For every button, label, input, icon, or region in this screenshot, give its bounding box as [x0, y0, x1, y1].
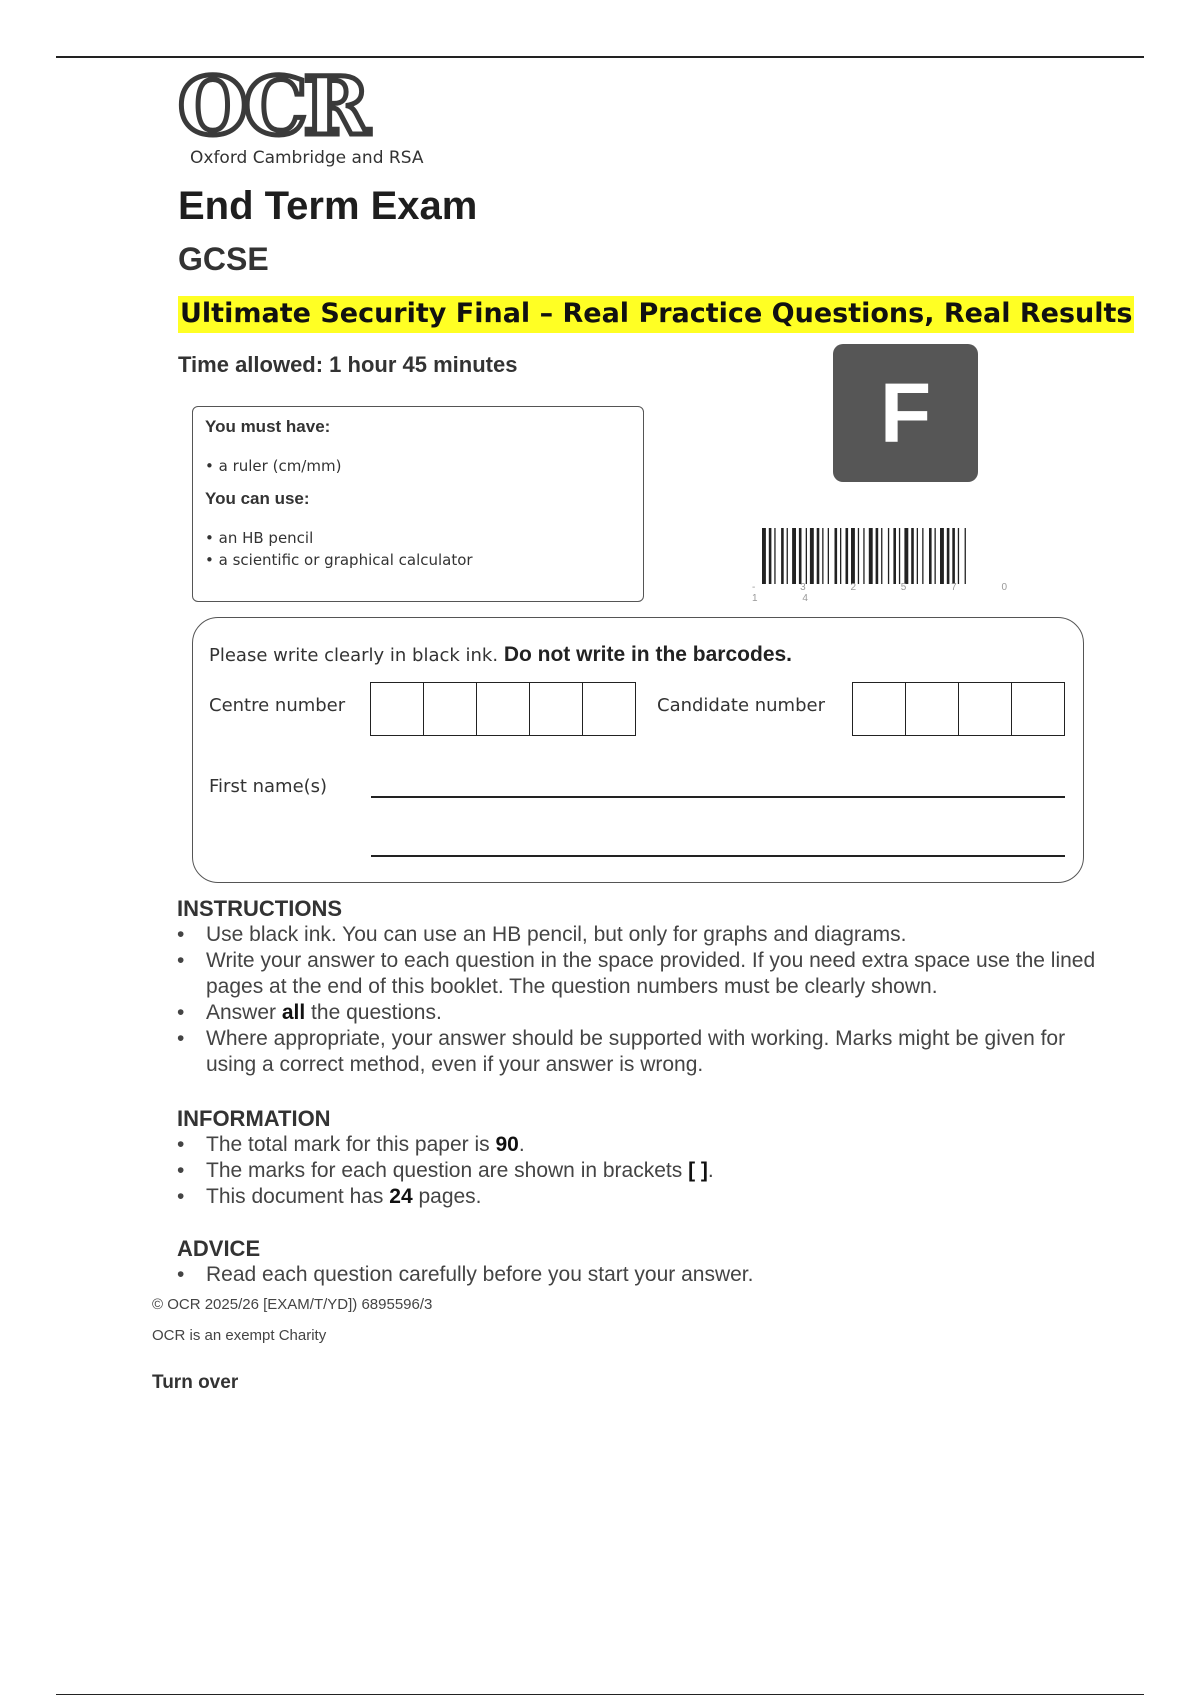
centre-number-label: Centre number — [209, 695, 346, 716]
equipment-box — [192, 406, 644, 602]
barcode-digits: - 3 2 5 7 0 1 4 — [752, 582, 1029, 604]
subject-label: GCSE — [178, 241, 269, 277]
instruction-item: • Write your answer to each question in the space provided. If you need extra space use the lined pages at the end of this booklet. The question numbers must be clearly shown. — [177, 949, 1096, 998]
centre-digit-box[interactable] — [371, 683, 424, 735]
copyright-line: © OCR 2025/26 [EXAM/T/YD]) 6895596/3 — [152, 1296, 433, 1313]
can-use-heading: You can use: — [205, 489, 310, 508]
barcode — [762, 528, 1050, 584]
candidate-digit-box[interactable] — [959, 683, 1012, 735]
logo-wordmark: OCR — [178, 59, 366, 153]
candidate-instruction: Please write clearly in black ink. Do not write in the barcodes. — [209, 643, 793, 666]
charity-line: OCR is an exempt Charity — [152, 1327, 327, 1344]
centre-digit-box[interactable] — [424, 683, 477, 735]
advice-heading: ADVICE — [177, 1236, 261, 1261]
information-item: • The marks for each question are shown in brackets [ ]. — [177, 1159, 714, 1182]
information-item: • This document has 24 pages. — [177, 1185, 482, 1208]
first-name-line[interactable] — [371, 796, 1065, 798]
can-use-item: • an HB pencil — [205, 529, 314, 547]
candidate-details-box — [192, 617, 1084, 883]
centre-number-field[interactable] — [370, 682, 636, 736]
must-have-item: • a ruler (cm/mm) — [205, 457, 342, 475]
instruction-item: • Use black ink. You can use an HB pencil, but only for graphs and diagrams. — [177, 923, 907, 946]
last-name-line[interactable] — [371, 855, 1065, 857]
page-title: End Term Exam — [178, 184, 478, 228]
instructions-heading: INSTRUCTIONS — [177, 896, 342, 921]
can-use-item: • a scientific or graphical calculator — [205, 551, 473, 569]
information-heading: INFORMATION — [177, 1106, 331, 1131]
highlighted-subtitle: Ultimate Security Final – Real Practice Questions, Real Results — [178, 296, 1134, 333]
candidate-number-label: Candidate number — [657, 695, 825, 716]
candidate-digit-box[interactable] — [906, 683, 959, 735]
centre-digit-box[interactable] — [477, 683, 530, 735]
tier-badge: F — [833, 344, 978, 482]
bottom-rule — [56, 1694, 1144, 1695]
first-name-label: First name(s) — [209, 776, 328, 797]
must-have-heading: You must have: — [205, 417, 331, 436]
information-item: • The total mark for this paper is 90. — [177, 1133, 525, 1156]
centre-digit-box[interactable] — [583, 683, 635, 735]
turn-over-label: Turn over — [152, 1372, 239, 1393]
instruction-item: • Answer all the questions. — [177, 1001, 442, 1024]
ocr-logo — [178, 59, 438, 176]
top-rule — [56, 56, 1144, 58]
time-allowed: Time allowed: 1 hour 45 minutes — [178, 352, 518, 377]
instruction-item: • Where appropriate, your answer should be supported with working. Marks might be given for using a correct method, even if your answer is wrong. — [177, 1027, 1066, 1076]
centre-digit-box[interactable] — [530, 683, 583, 735]
candidate-digit-box[interactable] — [853, 683, 906, 735]
candidate-number-field[interactable] — [852, 682, 1065, 736]
advice-item: • Read each question carefully before you start your answer. — [177, 1263, 754, 1286]
logo-tagline: Oxford Cambridge and RSA — [190, 148, 424, 168]
candidate-digit-box[interactable] — [1012, 683, 1064, 735]
